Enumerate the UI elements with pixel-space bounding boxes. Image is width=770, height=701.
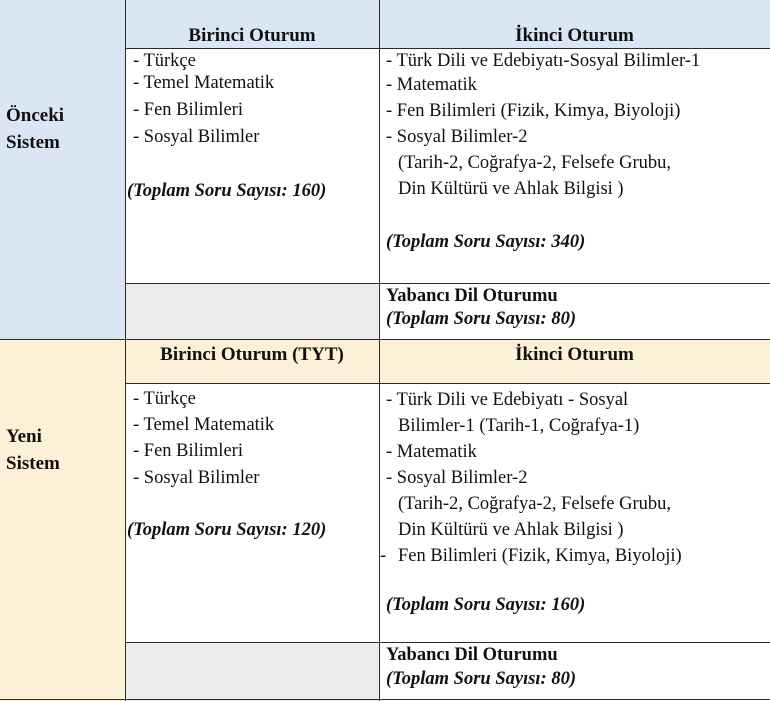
grid-line [125,383,770,384]
onceki-label-line2: Sistem [6,132,60,153]
yeni-label-cell [0,340,125,701]
grid-line [0,699,770,700]
onceki-empty-cell [125,284,379,340]
yeni-yabanci-title: Yabancı Dil Oturumu [386,645,558,665]
yeni-ikinci-item: - Matematik [386,442,477,462]
onceki-ikinci-item: - Fen Bilimleri (Fizik, Kimya, Biyoloji) [386,101,681,121]
onceki-ikinci-header: İkinci Oturum [515,25,634,46]
yeni-birinci-item: - Sosyal Bilimler [133,468,260,488]
grid-line [125,283,770,284]
yeni-yabanci-total: (Toplam Soru Sayısı: 80) [386,669,576,689]
yeni-birinci-item: - Türkçe [133,389,196,409]
yeni-ikinci-header: İkinci Oturum [515,344,634,365]
onceki-yabanci-title: Yabancı Dil Oturumu [386,286,558,306]
onceki-ikinci-item: - Türk Dili ve Edebiyatı-Sosyal Bilimler-1 [386,51,701,71]
yeni-ikinci-item-dash: - [380,546,387,566]
yeni-ikinci-item: (Tarih-2, Coğrafya-2, Felsefe Grubu, [398,494,672,514]
yeni-label-line2: Sistem [6,453,60,474]
onceki-ikinci-total: (Toplam Soru Sayısı: 340) [386,232,586,252]
grid-line [0,339,770,340]
onceki-label-cell [0,0,125,340]
onceki-ikinci-item: - Sosyal Bilimler-2 [386,127,528,147]
onceki-ikinci-item: - Matematik [386,75,477,95]
onceki-birinci-item: - Türkçe [133,51,196,71]
onceki-birinci-item: - Sosyal Bilimler [133,127,260,147]
onceki-label [6,102,64,156]
yeni-ikinci-item: Fen Bilimleri (Fizik, Kimya, Biyoloji) [398,546,682,566]
onceki-ikinci-item: Din Kültürü ve Ahlak Bilgisi ) [398,179,624,199]
yeni-birinci-item: - Temel Matematik [133,415,275,435]
yeni-label [6,423,60,477]
onceki-birinci-item: - Temel Matematik [133,73,275,93]
yeni-birinci-item: - Fen Bilimleri [133,441,243,461]
yeni-ikinci-total: (Toplam Soru Sayısı: 160) [386,595,586,615]
yeni-ikinci-item: - Sosyal Bilimler-2 [386,468,528,488]
yeni-ikinci-item: Din Kültürü ve Ahlak Bilgisi ) [398,520,624,540]
yeni-ikinci-item: - Türk Dili ve Edebiyatı - Sosyal [386,390,629,410]
onceki-yabanci-total: (Toplam Soru Sayısı: 80) [386,309,576,329]
yeni-label-line1: Yeni [6,426,42,447]
yeni-birinci-total: (Toplam Soru Sayısı: 120) [127,520,327,540]
yeni-birinci-header: Birinci Oturum (TYT) [160,344,344,365]
onceki-birinci-header: Birinci Oturum [188,25,316,46]
onceki-birinci-item: - Fen Bilimleri [133,100,243,120]
yeni-ikinci-item: Bilimler-1 (Tarih-1, Coğrafya-1) [398,416,640,436]
yeni-empty-cell [125,643,379,701]
grid-line [125,48,770,49]
onceki-birinci-total: (Toplam Soru Sayısı: 160) [127,181,327,201]
onceki-label-line1: Önceki [6,105,65,126]
grid-line [125,642,770,643]
onceki-ikinci-item: (Tarih-2, Coğrafya-2, Felsefe Grubu, [398,153,672,173]
